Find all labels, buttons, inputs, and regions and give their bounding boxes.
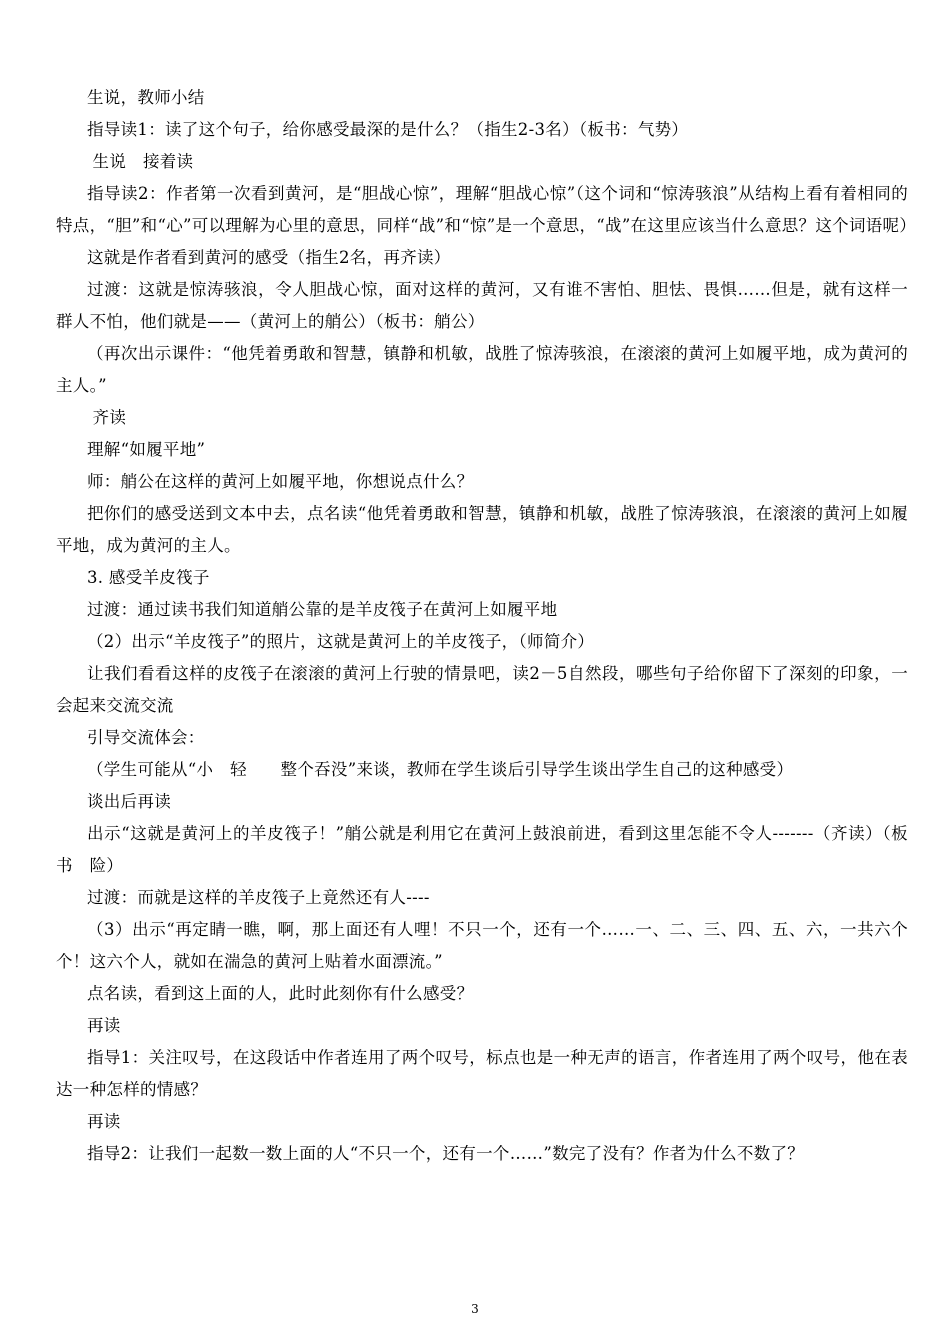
paragraph: 点名读，看到这上面的人，此时此刻你有什么感受？ xyxy=(87,984,474,1003)
paragraph: 理解“如履平地” xyxy=(87,440,206,459)
paragraph: 这就是作者看到黄河的感受（指生2名，再齐读） xyxy=(87,248,451,267)
paragraph: （3）出示“再定睛一瞧，啊，那上面还有人哩！不只一个，还有一个……一、二、三、四、五、六，一共六个个！这六个人，就如在湍急的黄河上贴着水面漂流。” xyxy=(56,920,908,971)
paragraph: 再读 xyxy=(87,1112,121,1131)
paragraph: （再次出示课件：“他凭着勇敢和智慧，镇静和机敏，战胜了惊涛骇浪，在滚滚的黄河上如履平地，成为黄河的主人。” xyxy=(56,344,908,395)
paragraph: 过渡：这就是惊涛骇浪，令人胆战心惊，面对这样的黄河，又有谁不害怕、胆怯、畏惧……但是，就有这样一群人不怕，他们就是——（黄河上的艄公）（板书：艄公） xyxy=(56,280,908,331)
paragraph: 再读 xyxy=(87,1016,121,1035)
paragraph: 引导交流体会： xyxy=(87,728,205,747)
paragraph: 指导2：让我们一起数一数上面的人“不只一个，还有一个……”数完了没有？作者为什么不数了？ xyxy=(87,1144,805,1163)
paragraph: （学生可能从“小 轻 整个吞没”来谈，教师在学生谈后引导学生谈出学生自己的这种感受） xyxy=(87,760,794,779)
paragraph: 生说 接着读 xyxy=(87,152,194,171)
paragraph: 指导读1：读了这个句子，给你感受最深的是什么？（指生2-3名）（板书：气势） xyxy=(87,120,689,139)
paragraph: 出示“这就是黄河上的羊皮筏子！”艄公就是利用它在黄河上鼓浪前进，看到这里怎能不令人-------（齐读）（板书 险） xyxy=(56,824,908,875)
paragraph: 过渡：通过读书我们知道艄公靠的是羊皮筏子在黄河上如履平地 xyxy=(87,600,558,619)
page-number: 3 xyxy=(471,1302,479,1316)
paragraph: 让我们看看这样的皮筏子在滚滚的黄河上行驶的情景吧，读2－5自然段，哪些句子给你留下了深刻的印象，一会起来交流交流 xyxy=(56,664,908,715)
paragraph: 指导1：关注叹号，在这段话中作者连用了两个叹号，标点也是一种无声的语言，作者连用了两个叹号，他在表达一种怎样的情感？ xyxy=(56,1048,908,1099)
paragraph: 生说，教师小结 xyxy=(87,88,205,107)
paragraph: 指导读2：作者第一次看到黄河，是“胆战心惊”，理解“胆战心惊”（这个词和“惊涛骇浪”从结构上看有着相同的特点，“胆”和“心”可以理解为心里的意思，同样“战”和“惊”是一个意思，“战”在这里应该当什么意思？这个词语呢） xyxy=(56,184,917,235)
paragraph: 齐读 xyxy=(87,408,127,427)
section-heading: 3. 感受羊皮筏子 xyxy=(87,568,210,587)
paragraph: （2）出示“羊皮筏子”的照片，这就是黄河上的羊皮筏子，（师简介） xyxy=(87,632,595,651)
paragraph: 师：艄公在这样的黄河上如履平地，你想说点什么？ xyxy=(87,472,474,491)
paragraph: 谈出后再读 xyxy=(87,792,171,811)
document-body xyxy=(56,82,917,1170)
paragraph: 过渡：而就是这样的羊皮筏子上竟然还有人---- xyxy=(87,888,430,907)
paragraph: 把你们的感受送到文本中去，点名读“他凭着勇敢和智慧，镇静和机敏，战胜了惊涛骇浪，在滚滚的黄河上如履平地，成为黄河的主人。 xyxy=(56,504,908,555)
